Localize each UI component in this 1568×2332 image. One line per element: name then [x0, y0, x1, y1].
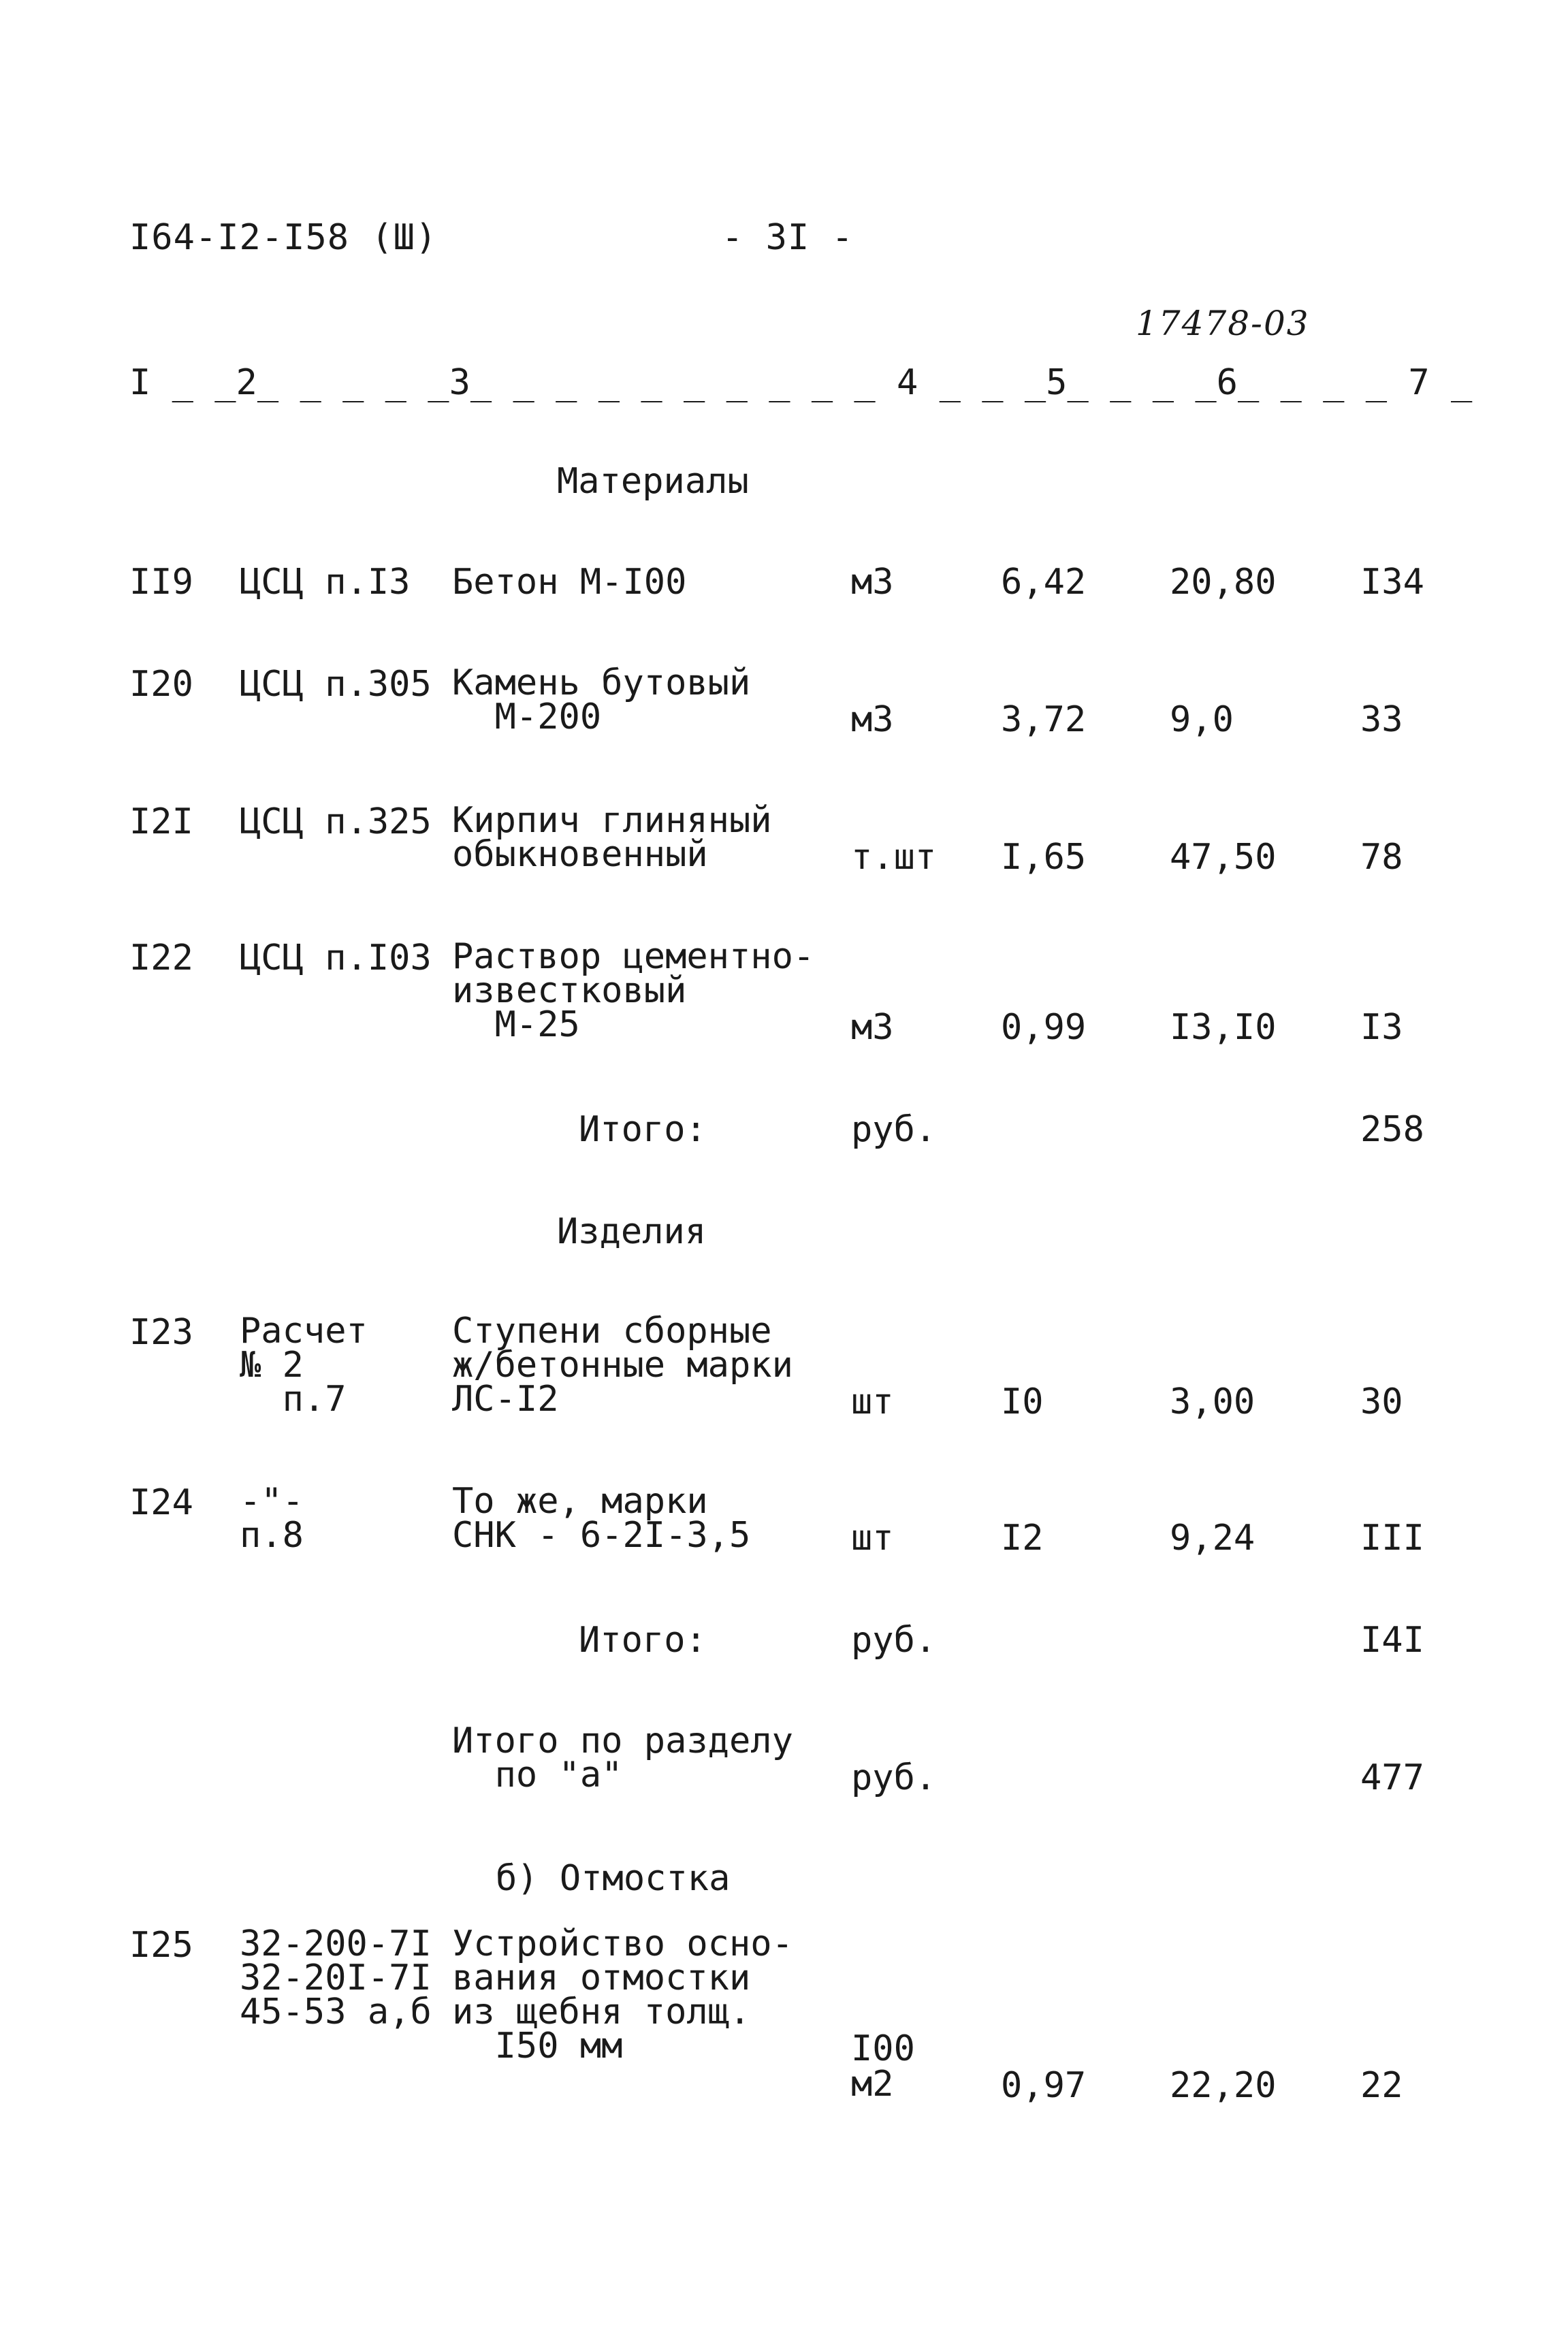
- row-price: 20,80: [1170, 562, 1277, 603]
- row-number: I20: [129, 664, 193, 705]
- row-number: II9: [129, 562, 193, 603]
- row-unit: м3: [851, 562, 894, 603]
- row-name: Бетон М-I00: [452, 562, 687, 603]
- row-unit: шт: [851, 1381, 894, 1422]
- section-total-label: Итого по разделу: [452, 1721, 793, 1761]
- row-name: Камень бутовый: [452, 662, 751, 703]
- row-basis: ЦСЦ п.I03: [240, 938, 432, 978]
- document-code: I64-I2-I58 (Ш): [129, 217, 438, 258]
- row-basis: Расчет: [240, 1311, 368, 1352]
- row-number: I22: [129, 938, 193, 978]
- row-number: I25: [129, 1925, 193, 1966]
- row-name: То же, марки: [452, 1481, 708, 1522]
- subtotal-value: I4I: [1360, 1620, 1424, 1661]
- subtotal-unit: руб.: [851, 1620, 937, 1661]
- row-price: 9,24: [1170, 1518, 1255, 1559]
- row-qty: I2: [1001, 1518, 1044, 1559]
- row-basis: 32-200-7I: [240, 1923, 432, 1964]
- row-name: Устройство осно-: [452, 1923, 793, 1964]
- section-total-unit: руб.: [851, 1757, 937, 1798]
- row-basis: ЦСЦ п.325: [240, 801, 432, 842]
- row-name: I50 мм: [452, 2026, 623, 2066]
- row-name: из щебня толщ.: [452, 1992, 751, 2032]
- row-basis: 45-53 а,б: [240, 1992, 432, 2032]
- row-name: ЛС-I2: [452, 1379, 559, 1420]
- handwritten-note: 17478-03: [1136, 304, 1310, 343]
- row-unit: т.шт: [851, 837, 937, 878]
- row-name: обыкновенный: [452, 834, 708, 875]
- page-number: - 3I -: [722, 217, 854, 258]
- row-qty: 0,97: [1001, 2065, 1087, 2106]
- section-title-materials: Материалы: [557, 461, 749, 502]
- row-basis: п.8: [240, 1515, 304, 1556]
- row-total: 30: [1360, 1381, 1403, 1422]
- subtotal-value: 258: [1360, 1109, 1424, 1150]
- column-numbers-line: I _ _2_ _ _ _ _3_ _ _ _ _ _ _ _ _ _ 4 _ _ _5_ _ _ _6_ _ _ _ 7 _: [129, 362, 1473, 403]
- row-name: известковый: [452, 970, 687, 1011]
- row-basis: № 2: [240, 1345, 304, 1386]
- row-name: вания отмостки: [452, 1958, 751, 1998]
- row-price: 47,50: [1170, 837, 1277, 878]
- row-basis: ЦСЦ п.305: [240, 664, 432, 705]
- subtotal-unit: руб.: [851, 1109, 937, 1150]
- row-price: 3,00: [1170, 1381, 1255, 1422]
- row-total: 78: [1360, 837, 1403, 878]
- row-total: III: [1360, 1518, 1424, 1559]
- row-unit: шт: [851, 1518, 894, 1559]
- row-basis: ЦСЦ п.I3: [240, 562, 411, 603]
- row-name: М-200: [452, 697, 602, 737]
- row-total: 33: [1360, 699, 1403, 740]
- row-name: Кирпич глиняный: [452, 800, 772, 841]
- row-qty: 3,72: [1001, 699, 1087, 740]
- row-number: I2I: [129, 801, 193, 842]
- row-price: 9,0: [1170, 699, 1234, 740]
- row-unit: м2: [851, 2064, 894, 2105]
- row-name: ж/бетонные марки: [452, 1345, 793, 1386]
- subtotal-label: Итого:: [579, 1109, 707, 1150]
- row-qty: I,65: [1001, 837, 1087, 878]
- row-number: I24: [129, 1482, 193, 1523]
- subtotal-label: Итого:: [579, 1620, 707, 1661]
- row-name: М-25: [452, 1004, 580, 1045]
- row-basis: -"-: [240, 1481, 304, 1522]
- row-total: I34: [1360, 562, 1424, 603]
- row-qty: I0: [1001, 1381, 1044, 1422]
- section-title-products: Изделия: [557, 1211, 707, 1252]
- row-price: 22,20: [1170, 2065, 1277, 2106]
- row-unit: I00: [851, 2028, 915, 2069]
- section-title-otmostka: б) Отмостка: [496, 1858, 731, 1899]
- row-name: СНК - 6-2I-3,5: [452, 1515, 751, 1556]
- row-basis: 32-20I-7I: [240, 1958, 432, 1998]
- row-qty: 0,99: [1001, 1007, 1087, 1048]
- row-number: I23: [129, 1312, 193, 1353]
- row-qty: 6,42: [1001, 562, 1087, 603]
- row-unit: м3: [851, 699, 894, 740]
- row-name: Раствор цементно-: [452, 936, 815, 977]
- row-unit: м3: [851, 1007, 894, 1048]
- row-total: 22: [1360, 2065, 1403, 2106]
- section-total-label: по "а": [452, 1755, 623, 1795]
- row-basis: п.7: [240, 1379, 347, 1420]
- row-price: I3,I0: [1170, 1007, 1277, 1048]
- section-total-value: 477: [1360, 1757, 1424, 1798]
- row-name: Ступени сборные: [452, 1311, 772, 1352]
- row-total: I3: [1360, 1007, 1403, 1048]
